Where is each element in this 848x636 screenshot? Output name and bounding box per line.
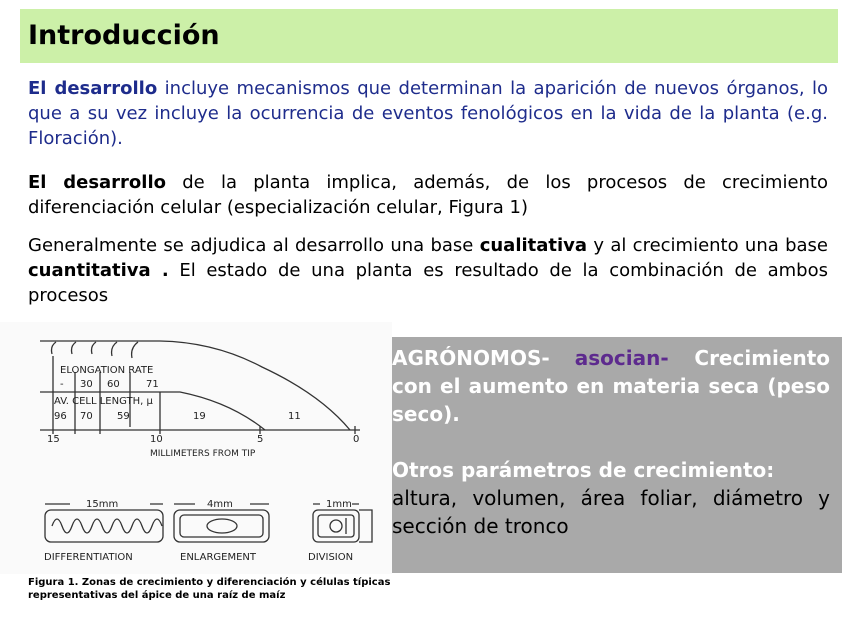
zone-label-division: DIVISION bbox=[308, 552, 354, 563]
paragraph-qualitative-quantitative bbox=[28, 233, 828, 308]
p3-text-1: Generalmente se adjudica al desarrollo una base bbox=[28, 235, 480, 256]
axis-tick: 5 bbox=[257, 434, 264, 445]
p1-text: incluye mecanismos que determinan la aparición de nuevos órganos, lo que a su vez incluye la ocurrencia de eventos fenológicos en la vida de la planta (e.g. Floración). bbox=[28, 78, 829, 149]
paragraph-development-processes bbox=[28, 170, 828, 220]
slide-title: Introducción bbox=[28, 20, 220, 51]
growth-parameters bbox=[392, 456, 830, 540]
axis-tick: 0 bbox=[353, 434, 360, 445]
figure-caption: Figura 1. Zonas de crecimiento y diferenciación y células típicas representativas del ápice de una raíz de maíz bbox=[28, 577, 391, 601]
cell-length-value: 11 bbox=[288, 411, 301, 422]
p3-text-2: y al crecimiento una base bbox=[587, 235, 828, 256]
zone-size: 4mm bbox=[207, 499, 233, 510]
zone-size: 15mm bbox=[86, 499, 119, 510]
p3-bold-cualitativa: cualitativa bbox=[479, 235, 588, 256]
cell-length-value: 19 bbox=[193, 411, 206, 422]
agronomists-growth-statement bbox=[392, 344, 830, 428]
growth-parameters-heading: Otros parámetros de crecimiento: bbox=[392, 458, 775, 482]
elongation-value: 30 bbox=[80, 379, 93, 390]
cell-length-value: 70 bbox=[80, 411, 93, 422]
agronomists-rest: Crecimiento con el aumento en materia seca (peso seco). bbox=[392, 346, 831, 426]
agronomists-lead: AGRÓNOMOS- bbox=[392, 346, 550, 370]
root-tip-diagram bbox=[0, 322, 392, 574]
growth-parameters-list: altura, volumen, área foliar, diámetro y sección de tronco bbox=[392, 486, 830, 538]
cell-length-value: 59 bbox=[117, 411, 130, 422]
p2-text: de la planta implica, además, de los procesos de crecimiento diferenciación celular (especialización celular, Figura 1) bbox=[28, 172, 829, 218]
p3-text-3: El estado de una planta es resultado de la combinación de ambos procesos bbox=[28, 260, 829, 306]
zone-label-differentiation: DIFFERENTIATION bbox=[44, 552, 133, 563]
axis-label: MILLIMETERS FROM TIP bbox=[150, 449, 256, 459]
cell-length-value: 96 bbox=[54, 411, 67, 422]
root-growth-figure bbox=[0, 322, 392, 574]
elongation-rate-label: ELONGATION RATE bbox=[60, 365, 154, 376]
elongation-value: 71 bbox=[146, 379, 159, 390]
axis-tick: 15 bbox=[47, 434, 60, 445]
elongation-value: - bbox=[60, 379, 64, 390]
p2-bold-lead: El desarrollo bbox=[28, 172, 167, 193]
agronomists-verb: asocian- bbox=[574, 346, 669, 370]
p3-bold-cuantitativa: cuantitativa . bbox=[28, 260, 169, 281]
zone-size: 1mm bbox=[326, 499, 352, 510]
root-hairs bbox=[52, 342, 139, 358]
cell-length-label: AV. CELL LENGTH, μ bbox=[54, 396, 153, 407]
elongation-value: 60 bbox=[107, 379, 120, 390]
p1-bold-lead: El desarrollo bbox=[28, 78, 158, 99]
agronomists-box-text bbox=[392, 344, 830, 540]
axis-tick: 10 bbox=[150, 434, 163, 445]
zone-label-enlargement: ENLARGEMENT bbox=[180, 552, 256, 563]
differentiation-cell-coil bbox=[52, 519, 162, 533]
paragraph-development-definition bbox=[28, 76, 828, 151]
